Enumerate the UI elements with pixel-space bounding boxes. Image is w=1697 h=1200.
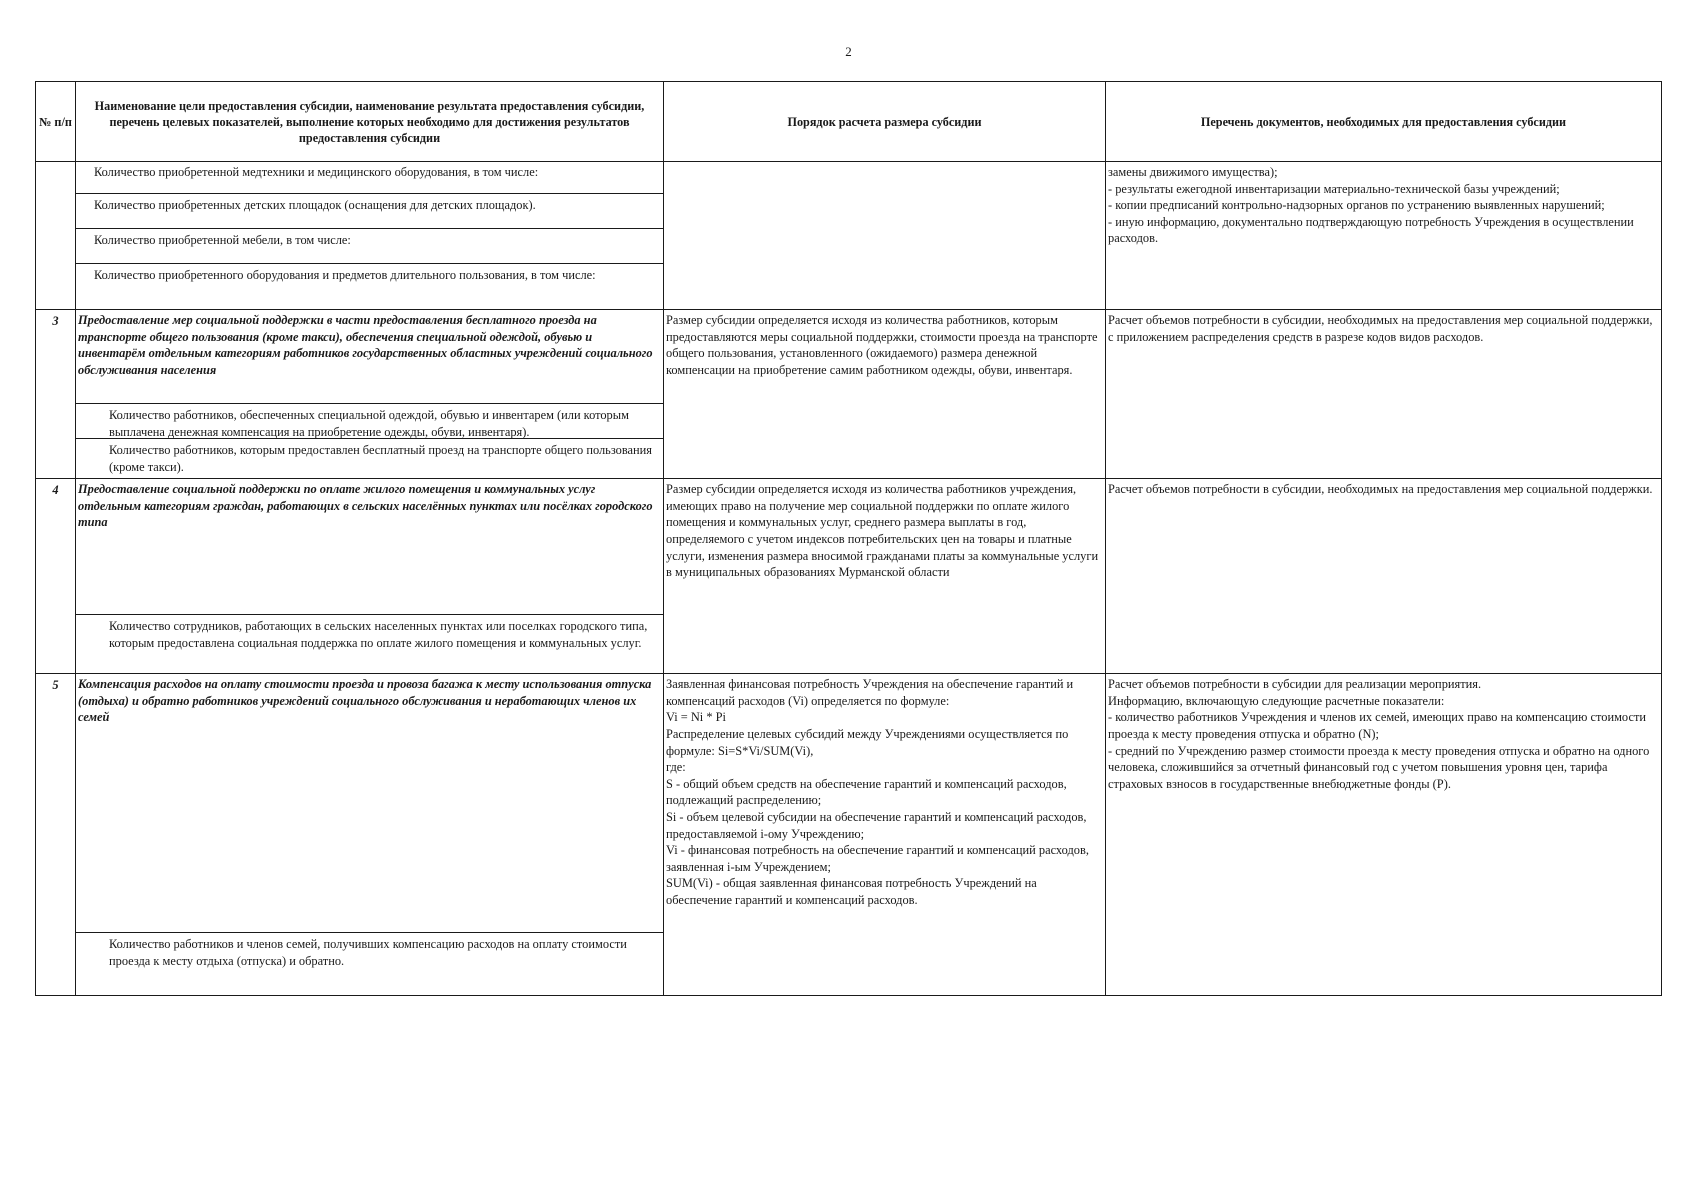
indicator-item: Количество приобретенной мебели, в том числе: [76,228,663,263]
table-row [36,674,1662,996]
calculation-cell: Заявленная финансовая потребность Учреждения на обеспечение гарантий и компенсаций расходов (Vi) определяется по формуле: Vi = Ni * Pi Распределение целевых субсидий между Учреждениями осуществляется по формуле: Si=S*Vi/SUM(Vi), где: S - общий объем средств на обеспечение гарантий и компенсаций расходов, подлежащий распределению; Si - объем целевой субсидии на обеспечение гарантий и компенсаций расходов, предоставляемой i-ому Учреждению; Vi - финансовая потребность на обеспечение гарантий и компенсаций расходов, заявленная i-ым Учреждением; SUM(Vi) - общая заявленная финансовая потребность Учреждений на обеспечение гарантий и компенсаций расходов. [664,674,1106,996]
calculation-cell: Размер субсидии определяется исходя из количества работников, которым предоставляются меры социальной поддержки, стоимости проезда на транспорте общего пользования, установленного (ожидаемого) размера денежной компенсации на приобретение самим работником одежды, обуви, инвентаря. [664,310,1106,479]
table-row [36,310,1662,479]
header-number: № п/п [36,82,76,162]
header-calculation: Порядок расчета размера субсидии [664,82,1106,162]
documents-cell: Расчет объемов потребности в субсидии для реализации мероприятия. Информацию, включающую следующие расчетные показатели: - количество работников Учреждения и членов их семей, имеющих право на компенсацию стоимости проезда к месту проведения отпуска и обратно (N); - средний по Учреждению размер стоимости проезда к месту проведения отпуска и обратно на одного человека, сложившийся за отчетный финансовый год с учетом повышения уровня цен, тарифа страховых взносов в государственные внебюджетные фонды (P). [1106,674,1662,996]
calculation-cell: Размер субсидии определяется исходя из количества работников учреждения, имеющих право на получение мер социальной поддержки по оплате жилого помещения и коммунальных услуг, среднего размера выплаты в год, определяемого с учетом индексов потребительских цен на товары и платные услуги, изменения размера вносимой гражданами платы за коммунальные услуги в муниципальных образованиях Мурманской области [664,479,1106,674]
goal-text: Предоставление мер социальной поддержки в части предоставления бесплатного проезда на транспорте общего пользования (кроме такси), обеспечения специальной одеждой, обувью и инвентарём отдельным категориям работников государственных областных учреждений социального обслуживания населения [78,313,653,377]
row-number-cell [36,162,76,310]
goal-cell [76,479,664,674]
calculation-cell [664,162,1106,310]
page-number: 2 [845,44,852,59]
header-goal: Наименование цели предоставления субсидии, наименование результата предоставления субсидии, перечень целевых показателей, выполнение которых необходимо для достижения результатов предоставления субсидии [76,82,664,162]
goal-cell [76,310,664,479]
indicator-item: Количество работников и членов семей, получивших компенсацию расходов на оплату стоимости проезда к месту отдыха (отпуска) и обратно. [76,932,663,972]
row-number: 5 [36,674,76,996]
indicators-cell [76,162,664,310]
subsidy-table [35,81,1662,996]
table-row [36,162,1662,310]
indicator-item: Количество работников, обеспеченных специальной одеждой, обувью и инвентарем (или которым выплачена денежная компенсация на приобретение одежды, обуви, инвентаря). [76,403,663,438]
indicator-item: Количество приобретенных детских площадок (оснащения для детских площадок). [76,193,663,228]
goal-cell [76,674,664,996]
row-number: 4 [36,479,76,674]
goal-text: Предоставление социальной поддержки по оплате жилого помещения и коммунальных услуг отдельным категориям граждан, работающих в сельских населённых пунктах или посёлках городского типа [78,482,653,530]
header-documents: Перечень документов, необходимых для предоставления субсидии [1106,82,1662,162]
indicator-item: Количество приобретенной медтехники и медицинского оборудования, в том числе: [94,165,539,179]
indicator-item: Количество сотрудников, работающих в сельских населенных пунктах или поселках городского типа, которым предоставлена социальная поддержка по оплате жилого помещения и коммунальных услуг. [76,614,663,654]
table-header-row [36,82,1662,162]
indicator-item: Количество приобретенного оборудования и предметов длительного пользования, в том числе: [76,263,663,287]
row-number: 3 [36,310,76,479]
table-row [36,479,1662,674]
indicator-item: Количество работников, которым предоставлен бесплатный проезд на транспорте общего пользования (кроме такси). [76,438,663,478]
documents-cell: Расчет объемов потребности в субсидии, необходимых на предоставления мер социальной поддержки, с приложением распределения средств в разрезе кодов видов расходов. [1106,310,1662,479]
goal-text: Компенсация расходов на оплату стоимости проезда и провоза багажа к месту использования отпуска (отдыха) и обратно работников учреждений социального обслуживания и неработающих членов их семей [78,677,652,725]
documents-cell: замены движимого имущества); - результаты ежегодной инвентаризации материально-технической базы учреждений; - копии предписаний контрольно-надзорных органов по устранению выявленных нарушений; - иную информацию, документально подтверждающую потребность Учреждения в осуществлении расходов. [1106,162,1662,310]
documents-cell: Расчет объемов потребности в субсидии, необходимых на предоставления мер социальной поддержки. [1106,479,1662,674]
